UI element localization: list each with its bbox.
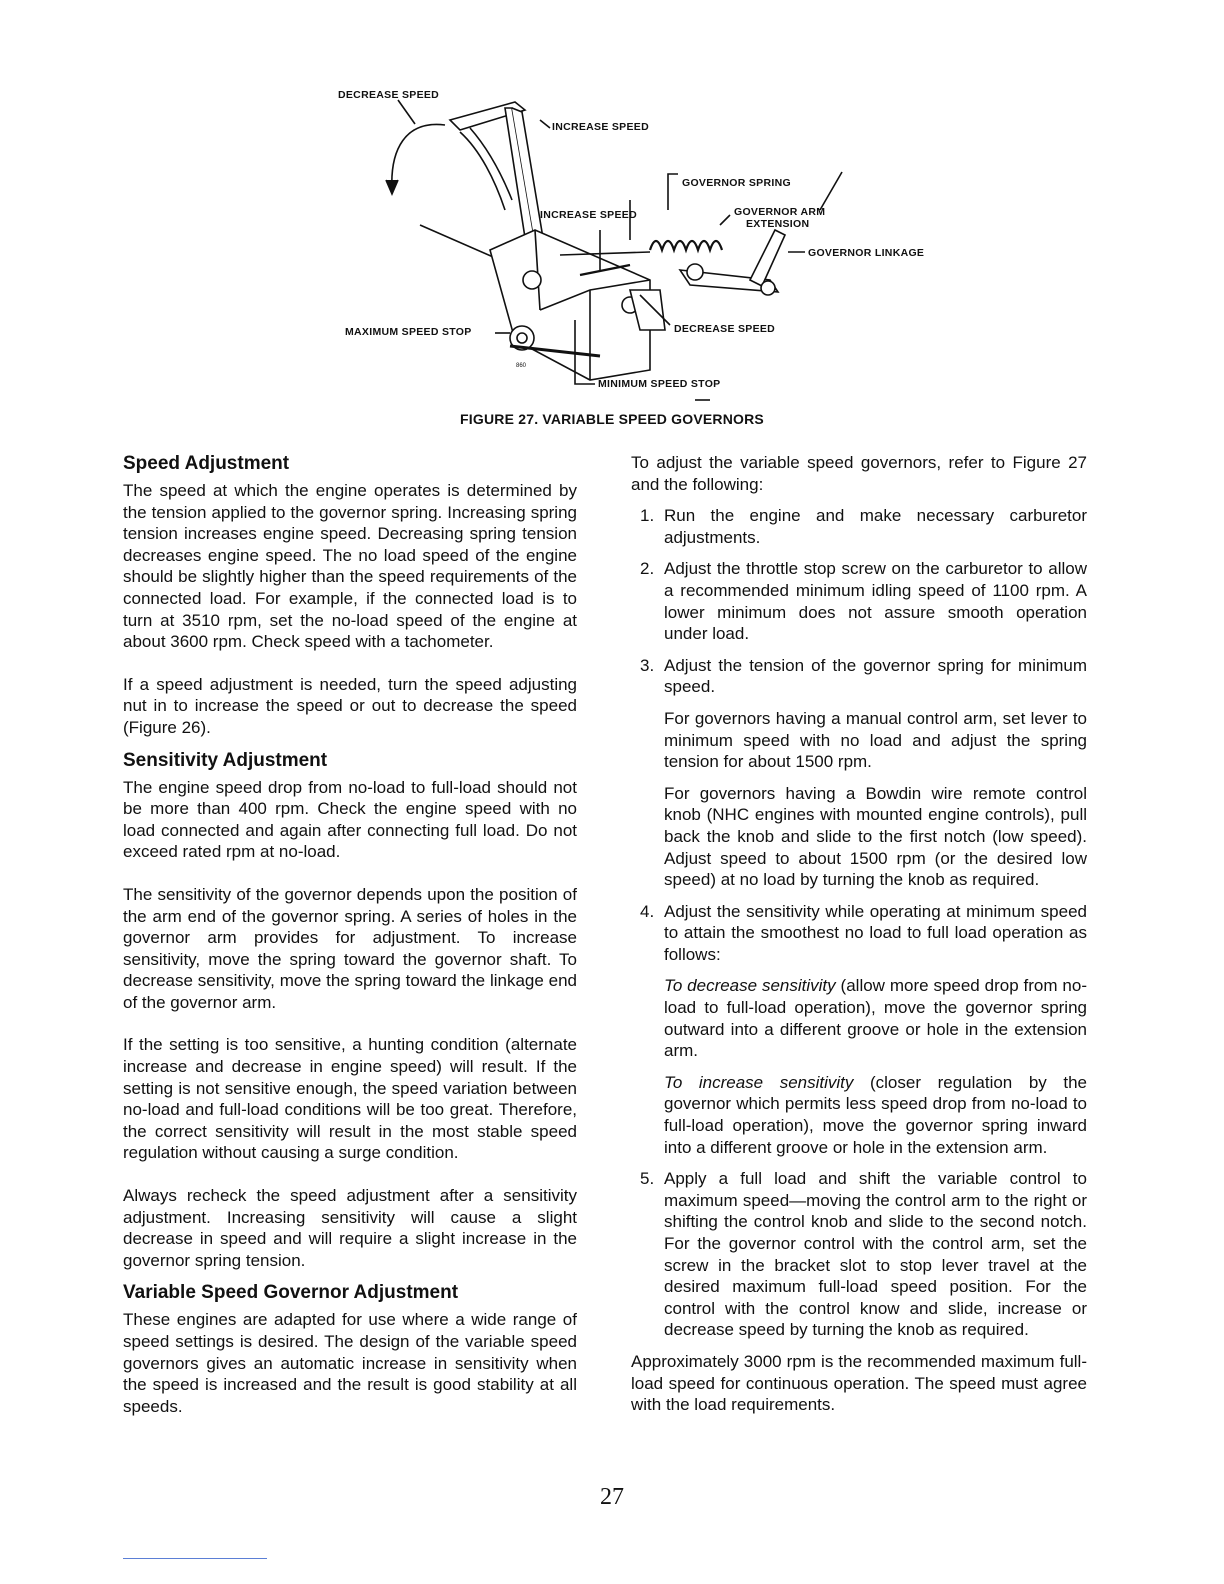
- decrease-leader: [398, 100, 415, 124]
- step-number: 3.: [640, 655, 655, 675]
- increase-sensitivity-term: To increase sensitivity: [664, 1072, 854, 1092]
- variable-speed-paragraph: These engines are adapted for use where a wide range of speed settings is desired. The design of the variable speed governors gives an automatic increase in sensitivity when the speed is increased and the result is good stability at all speeds.: [123, 1310, 577, 1416]
- linkage-end: [761, 281, 775, 295]
- label-governor-linkage: GOVERNOR LINKAGE: [808, 247, 925, 259]
- step-number: 4.: [640, 901, 655, 921]
- sensitivity-adjustment-heading: Sensitivity Adjustment: [123, 749, 328, 771]
- speed-paragraph-1: The speed at which the engine operates is determined by the tension applied to the governor spring. Increasing spring tension increases engine speed. Decreasing spring tension decreases engine speed. The no load speed of the engine should be slightly higher than the speed requirements of the connected load. For example, if the connected load is to turn at 3510 rpm, set the no-load speed of the engine at about 3600 rpm. Check speed with a tachometer.: [123, 481, 577, 652]
- label-increase-speed-mid: INCREASE SPEED: [540, 209, 637, 221]
- governor-figure: [300, 80, 980, 410]
- figure-caption: FIGURE 27. VARIABLE SPEED GOVERNORS: [460, 411, 764, 427]
- lever-leader: [420, 225, 500, 260]
- closing-paragraph: Approximately 3000 rpm is the recommended maximum full-load speed for continuous operation. The speed must agree with the load requirements.: [631, 1351, 1087, 1415]
- step-text: Run the engine and make necessary carburetor adjustments.: [664, 506, 1087, 547]
- step-number: 5.: [640, 1169, 655, 1189]
- speed-paragraph-2: If a speed adjustment is needed, turn the speed adjusting nut in to increase the speed or out to decrease the speed (Figure 26).: [123, 674, 577, 737]
- decrease-sensitivity-text: (allow more speed drop from no-load to full-load operation), move the governor spring outward into a different groove or hole in the extension arm.: [664, 976, 1087, 1061]
- lever-curve-2: [470, 128, 512, 200]
- spring-leader: [668, 174, 678, 210]
- variable-speed-heading: Variable Speed Governor Adjustment: [123, 1282, 459, 1304]
- label-governor-arm: GOVERNOR ARM: [734, 206, 826, 218]
- decrease-arrow-head: [386, 180, 398, 194]
- spring-leader-2: [820, 172, 842, 210]
- sensitivity-paragraph-2: The sensitivity of the governor depends upon the position of the arm end of the governor spring. A series of holes in the governor arm provides for adjustment. To increase sensitivity, move the spring toward the governor shaft. To decrease sensitivity, move the spring toward the linkage end of the governor arm.: [123, 884, 577, 1012]
- step-3-bowdin-wire: For governors having a Bowdin wire remote control knob (NHC engines with mounted engine controls), pull back the knob and slide to the first notch (low speed). Adjust speed to about 1500 rpm (or the desired low speed) at no load by turning the knob as required.: [664, 783, 1087, 890]
- governor-spring-coil: [650, 241, 722, 250]
- step-text: Adjust the throttle stop screw on the carburetor to allow a recommended minimum idling speed of 1100 rpm. A lower minimum does not assure smooth operation under load.: [664, 559, 1087, 644]
- speed-adjustment-heading: Speed Adjustment: [123, 453, 290, 474]
- decrease-arrow-curve: [392, 124, 445, 190]
- step-3: [631, 655, 1087, 698]
- sensitivity-paragraph-4: Always recheck the speed adjustment after a sensitivity adjustment. Increasing sensitivity will cause a slight decrease in speed and will require a slight increase in the governor spring tension.: [123, 1186, 577, 1270]
- page-number: 27: [600, 1484, 624, 1510]
- arm-ext-leader: [720, 215, 730, 225]
- step-5: [631, 1168, 1087, 1341]
- label-decrease-speed-bottom: DECREASE SPEED: [674, 323, 776, 335]
- step-text: Adjust the tension of the governor spring for minimum speed.: [664, 655, 1087, 697]
- arm-pivot: [687, 264, 703, 280]
- step-4-increase: [631, 1072, 1087, 1158]
- step-4-decrease: [631, 975, 1087, 1061]
- label-maximum-speed-stop: MAXIMUM SPEED STOP: [345, 326, 472, 338]
- sensitivity-paragraph-1: The engine speed drop from no-load to full-load should not be more than 400 rpm. Check the engine speed with no load connected and again after connecting full load. Do not exceed rated rpm at no-load.: [123, 777, 577, 862]
- left-column: [123, 452, 577, 1417]
- sensitivity-paragraph-3: If the setting is too sensitive, a hunting condition (alternate increase and decrease in engine speed) will result. If the setting is not sensitive enough, the speed variation between no-load and full-load conditions will be too great. Therefore, the correct sensitivity will result in the most stable speed regulation without causing a surge condition.: [123, 1035, 577, 1163]
- label-extension: EXTENSION: [746, 218, 810, 230]
- label-minimum-speed-stop: MINIMUM SPEED STOP: [598, 378, 721, 390]
- increase-leader-top: [540, 120, 550, 128]
- increase-sensitivity-text: (closer regulation by the governor which permits less speed drop from no-load to full-load operation), move the governor spring inward into a different groove or hole in the extension arm.: [664, 1072, 1088, 1157]
- step-4: [631, 901, 1087, 966]
- procedure-intro: To adjust the variable speed governors, refer to Figure 27 and the following:: [631, 453, 1087, 494]
- stop-screw-top: [523, 271, 541, 289]
- label-decrease-speed-top: DECREASE SPEED: [338, 89, 440, 101]
- label-part-code: 860: [516, 363, 527, 369]
- label-governor-spring: GOVERNOR SPRING: [682, 177, 791, 189]
- decrease-sensitivity-term: To decrease sensitivity: [664, 976, 836, 996]
- governor-illustration: [300, 80, 980, 410]
- step-text: Apply a full load and shift the variable control to maximum speed—moving the control arm to the right or shifting the control knob and slide to the second notch. For the governor control with the control arm, set the screw in the bracket slot to stop lever travel at the desired maximum full-load speed position. For the control with the control know and slide, increase or decrease speed by turning the knob as required.: [664, 1169, 1087, 1340]
- step-number: 1.: [640, 506, 655, 526]
- governor-linkage-rod: [750, 230, 785, 286]
- right-column: [631, 452, 1087, 1416]
- step-text: Adjust the sensitivity while operating at minimum speed to attain the smoothest no load to full load operation as follows:: [664, 901, 1087, 964]
- step-2: [631, 558, 1087, 644]
- footer-rule: [123, 1558, 267, 1559]
- step-number: 2.: [640, 559, 655, 579]
- label-increase-speed-top: INCREASE SPEED: [552, 121, 649, 133]
- step-1: [631, 505, 1087, 548]
- step-3-manual-arm: For governors having a manual control arm, set lever to minimum speed with no load and adjust the spring tension for about 1500 rpm.: [664, 708, 1087, 772]
